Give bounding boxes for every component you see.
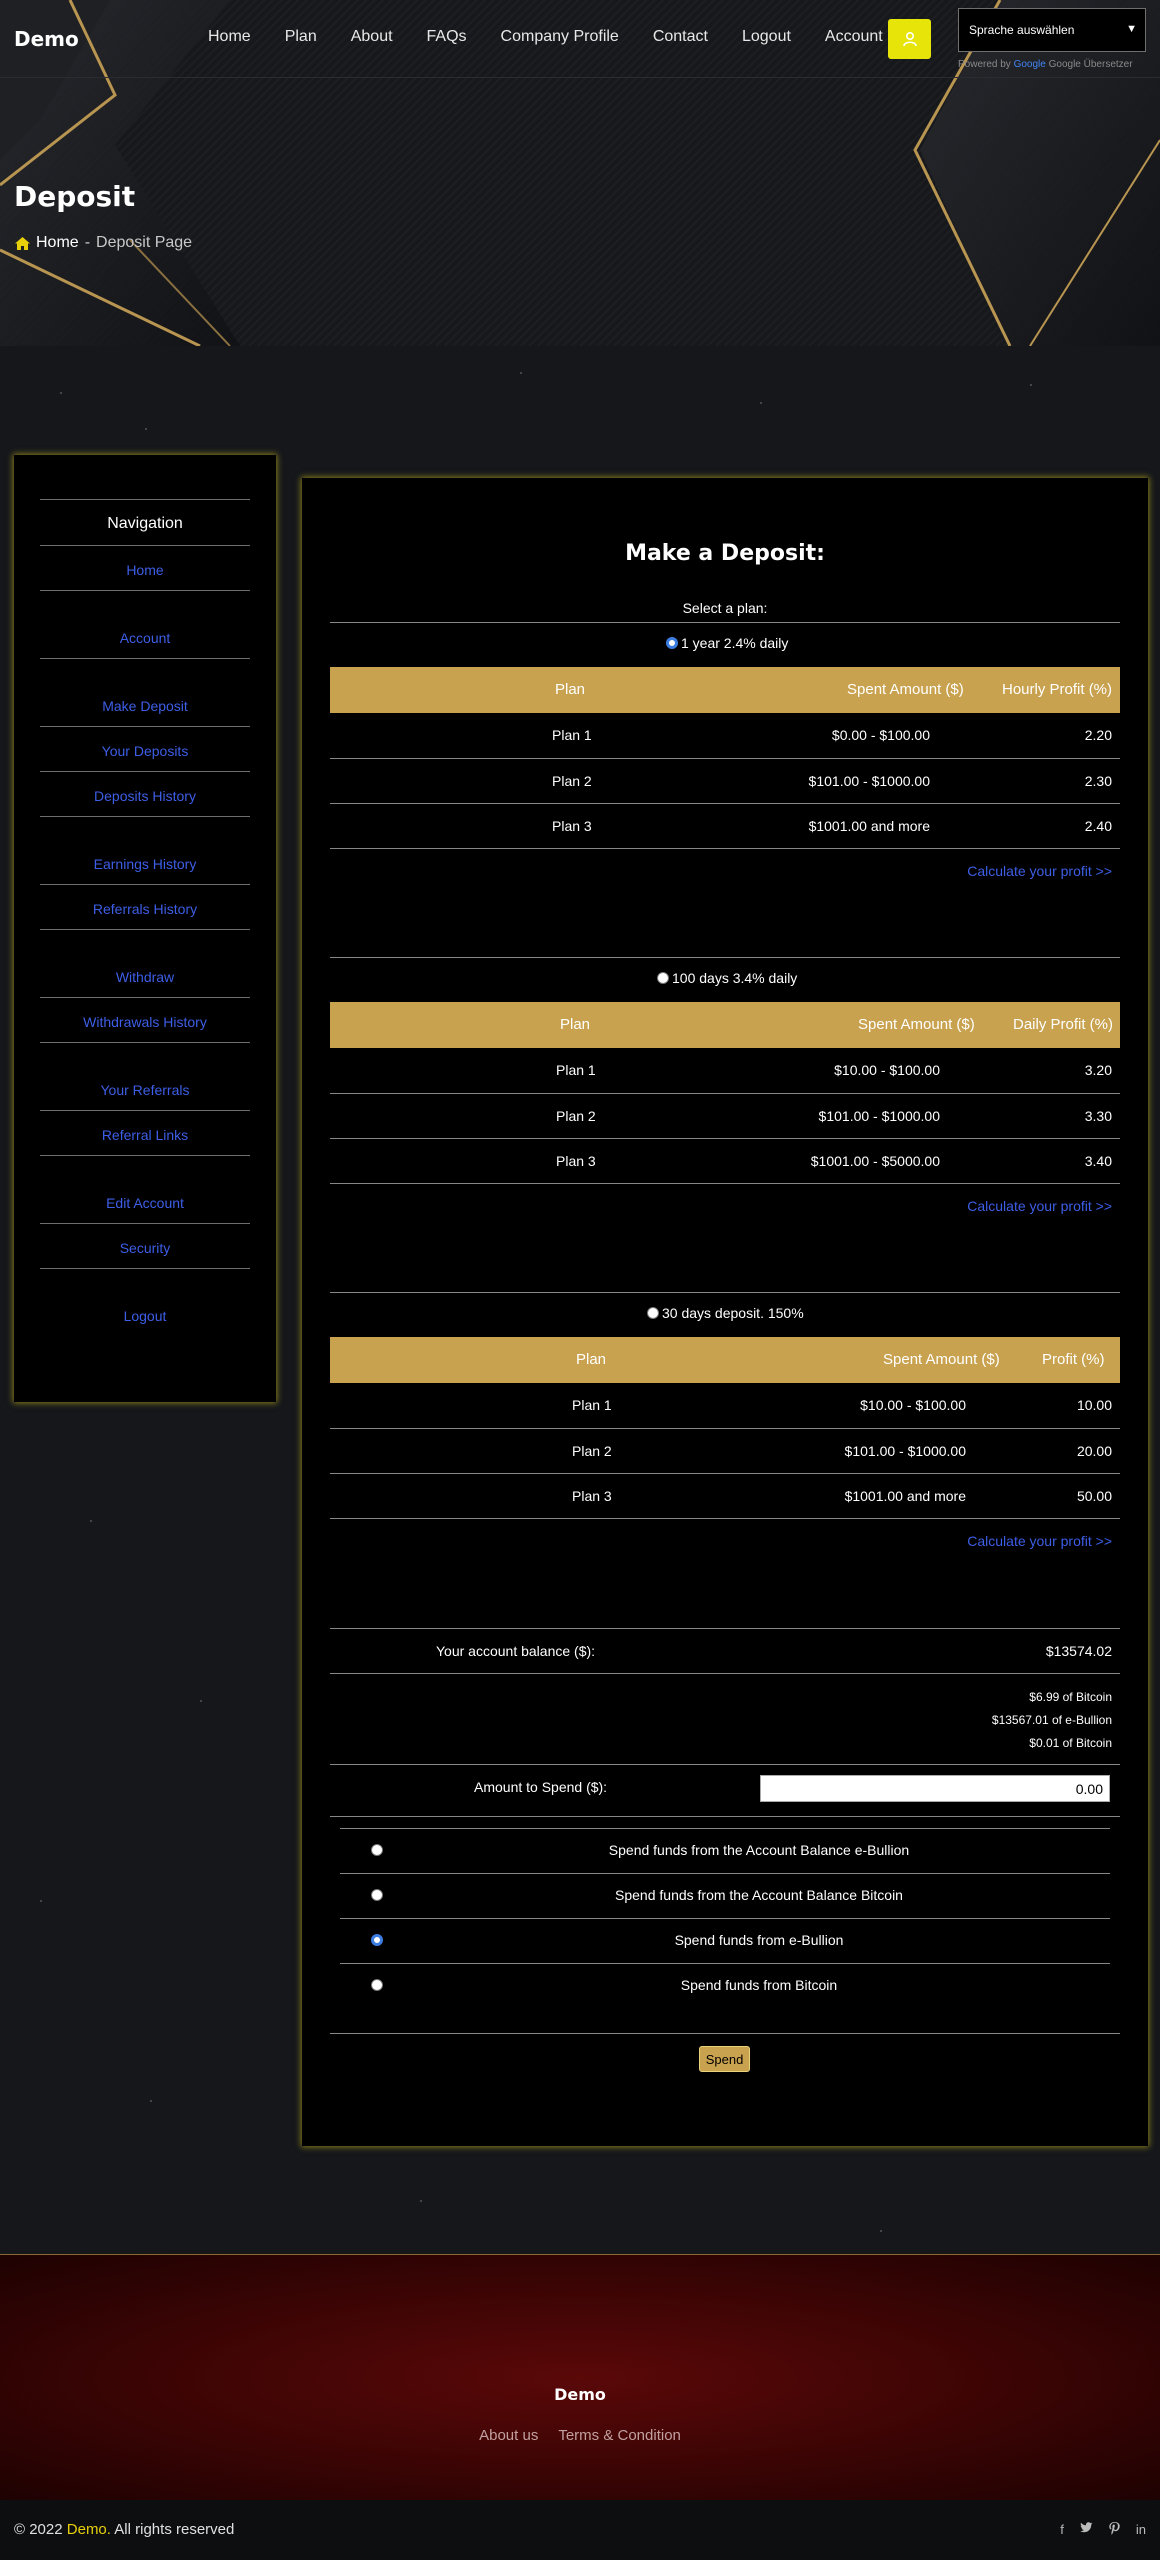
deposit-title: Make a Deposit: (625, 541, 825, 566)
table-row-divider (330, 1093, 1120, 1094)
user-icon (902, 31, 918, 47)
breadcrumb-current: Deposit Page (96, 234, 193, 251)
divider (330, 622, 1120, 623)
column-header-spent-amount: Spent Amount ($) (847, 681, 964, 698)
social-links (1044, 2522, 1146, 2538)
sidebar-divider (40, 816, 250, 817)
divider (330, 1673, 1120, 1674)
sidebar-item-your-deposits[interactable]: Your Deposits (101, 743, 189, 759)
sidebar-divider (40, 997, 250, 998)
spend-option-label: Spend funds from Bitcoin (680, 1977, 838, 1993)
table-cell-plan: Plan 3 (556, 1153, 596, 1169)
twitter-icon-glyph (1080, 2522, 1093, 2534)
table-cell-plan: Plan 1 (572, 1397, 612, 1413)
table-cell-amount: $1001.00 - $5000.00 (810, 1153, 940, 1169)
table-cell-amount: $1001.00 and more (844, 1488, 966, 1504)
column-header-spent-amount: Spent Amount ($) (858, 1016, 975, 1033)
chevron-down-icon: ▼ (1126, 23, 1137, 35)
top-navigation-bar (0, 0, 1160, 78)
plan-radio-100-days[interactable] (657, 972, 669, 984)
background-star (150, 2100, 152, 2102)
divider (340, 1828, 1110, 1829)
sidebar-divider (40, 929, 250, 930)
divider (330, 1292, 1120, 1293)
facebook-icon[interactable]: f (1060, 2522, 1064, 2537)
breadcrumb-separator: - (84, 234, 91, 251)
copyright-text (14, 2521, 234, 2538)
table-cell-profit: 3.40 (1084, 1153, 1112, 1169)
background-star (40, 1900, 42, 1902)
calculate-profit-link[interactable]: Calculate your profit >> (967, 1533, 1112, 1549)
google-translate-attribution (958, 59, 1133, 70)
copyright-year: © 2022 (14, 2521, 63, 2538)
breadcrumb-home[interactable]: Home (36, 234, 79, 251)
background-star (145, 428, 147, 430)
column-header-profit: Daily Profit (%) (1013, 1016, 1114, 1033)
copyright-suffix: All rights reserved (114, 2521, 235, 2538)
spend-option-radio-ebullion[interactable] (371, 1934, 383, 1946)
sidebar-item-earnings-history[interactable]: Earnings History (93, 856, 197, 872)
sidebar-item-security[interactable]: Security (119, 1240, 171, 1256)
table-cell-profit: 3.30 (1084, 1108, 1112, 1124)
nav-plan[interactable]: Plan (284, 28, 317, 45)
language-select[interactable] (958, 8, 1146, 52)
home-icon (14, 236, 31, 251)
sidebar-divider (40, 1268, 250, 1269)
divider (330, 1764, 1120, 1765)
footer-background (0, 2255, 1160, 2500)
sidebar-divider (40, 1223, 250, 1224)
table-cell-profit: 10.00 (1076, 1397, 1112, 1413)
table-cell-profit: 20.00 (1076, 1443, 1112, 1459)
sidebar-item-logout[interactable]: Logout (123, 1308, 167, 1324)
table-cell-plan: Plan 1 (556, 1062, 596, 1078)
sidebar-item-withdraw[interactable]: Withdraw (115, 969, 175, 985)
plan-table-header (330, 1002, 1120, 1048)
sidebar-item-referral-links[interactable]: Referral Links (101, 1127, 189, 1143)
account-sidebar (14, 455, 276, 1402)
sidebar-divider (40, 1110, 250, 1111)
table-row-divider (330, 1428, 1120, 1429)
pinterest-icon[interactable] (1109, 2522, 1120, 2538)
table-cell-profit: 3.20 (1084, 1062, 1112, 1078)
breadcrumb (14, 234, 192, 252)
site-logo[interactable]: Demo (14, 27, 79, 51)
background-star (1030, 384, 1032, 386)
nav-faqs[interactable]: FAQs (426, 28, 467, 45)
twitter-icon[interactable] (1080, 2522, 1093, 2538)
divider (340, 1963, 1110, 1964)
footer-link-about[interactable]: About us (479, 2427, 539, 2444)
sidebar-divider (40, 1155, 250, 1156)
plan-name: 100 days 3.4% daily (672, 970, 798, 986)
spend-option-radio-bitcoin[interactable] (371, 1979, 383, 1991)
plan-radio-30-days[interactable] (647, 1307, 659, 1319)
table-cell-amount: $101.00 - $1000.00 (808, 773, 930, 789)
background-star (760, 402, 762, 404)
nav-account[interactable]: Account (824, 28, 883, 45)
table-cell-amount: $0.00 - $100.00 (831, 727, 930, 743)
sidebar-divider (40, 590, 250, 591)
column-header-plan: Plan (555, 681, 586, 698)
sidebar-divider (40, 771, 250, 772)
column-header-spent-amount: Spent Amount ($) (883, 1351, 1000, 1368)
table-cell-plan: Plan 1 (552, 727, 592, 743)
pinterest-icon-glyph (1109, 2522, 1120, 2535)
table-cell-amount: $1001.00 and more (808, 818, 930, 834)
sidebar-item-home[interactable]: Home (126, 562, 164, 578)
sidebar-title: Navigation (107, 515, 183, 532)
copyright-bar (0, 2500, 1160, 2560)
background-star (60, 392, 62, 394)
background-star (200, 1700, 202, 1702)
calculate-profit-link[interactable]: Calculate your profit >> (967, 863, 1112, 879)
balance-detail: $13567.01 of e-Bullion (991, 1713, 1112, 1727)
sidebar-item-referrals-history[interactable]: Referrals History (92, 901, 198, 917)
table-row-divider (330, 1518, 1120, 1519)
sidebar-divider (40, 884, 250, 885)
page-title: Deposit (14, 180, 136, 213)
divider (340, 1873, 1110, 1874)
deposit-panel (302, 478, 1148, 2146)
google-translate-link[interactable]: Google Übersetzer (1048, 59, 1133, 70)
divider (330, 2033, 1120, 2034)
table-cell-plan: Plan 2 (556, 1108, 596, 1124)
spend-option-radio-balance-bitcoin[interactable] (371, 1889, 383, 1901)
table-cell-plan: Plan 3 (572, 1488, 612, 1504)
balance-value: $13574.02 (1045, 1643, 1112, 1659)
table-cell-profit: 2.40 (1084, 818, 1112, 834)
sidebar-item-your-referrals[interactable]: Your Referrals (100, 1082, 190, 1098)
table-row-divider (330, 1473, 1120, 1474)
footer-links (0, 2427, 1160, 2444)
table-row-divider (330, 803, 1120, 804)
table-cell-profit: 50.00 (1076, 1488, 1112, 1504)
nav-contact[interactable]: Contact (652, 28, 708, 45)
background-star (420, 2200, 422, 2202)
spend-option-radio-balance-ebullion[interactable] (371, 1844, 383, 1856)
table-cell-plan: Plan 2 (572, 1443, 612, 1459)
footer (0, 2254, 1160, 2500)
powered-by-text: Powered by (958, 59, 1011, 70)
plan-table-header (330, 667, 1120, 713)
nav-about[interactable]: About (350, 28, 393, 45)
spend-option-label: Spend funds from the Account Balance e-Bullion (608, 1842, 910, 1858)
hero-banner (0, 0, 1160, 346)
amount-label: Amount to Spend ($): (474, 1779, 608, 1795)
select-plan-label: Select a plan: (682, 600, 768, 616)
balance-detail: $6.99 of Bitcoin (1029, 1690, 1112, 1704)
divider (330, 1628, 1120, 1629)
sidebar-divider (40, 1042, 250, 1043)
sidebar-item-account[interactable]: Account (119, 630, 171, 646)
nav-company-profile[interactable]: Company Profile (500, 28, 619, 45)
spend-button[interactable]: Spend (699, 2046, 750, 2072)
table-row-divider (330, 1138, 1120, 1139)
spend-option-label: Spend funds from e-Bullion (674, 1932, 844, 1948)
calculate-profit-link[interactable]: Calculate your profit >> (967, 1198, 1112, 1214)
language-select-value: Sprache auswählen (969, 23, 1075, 37)
main-nav (208, 28, 917, 46)
plan-radio-1-year[interactable] (666, 637, 678, 649)
sidebar-divider (40, 726, 250, 727)
table-cell-plan: Plan 2 (552, 773, 592, 789)
balance-label: Your account balance ($): (436, 1643, 596, 1659)
divider (330, 957, 1120, 958)
table-cell-amount: $10.00 - $100.00 (860, 1397, 966, 1413)
sidebar-divider (40, 658, 250, 659)
column-header-profit: Profit (%) (1042, 1351, 1105, 1368)
footer-logo[interactable]: Demo (554, 2385, 606, 2404)
plan-table-header (330, 1337, 1120, 1383)
background-star (880, 2230, 882, 2232)
divider (330, 1816, 1120, 1817)
column-header-plan: Plan (560, 1016, 591, 1033)
background-star (520, 372, 522, 374)
sidebar-item-deposits-history[interactable]: Deposits History (94, 788, 196, 804)
sidebar-divider (40, 499, 250, 500)
sidebar-divider (40, 545, 250, 546)
table-cell-amount: $101.00 - $1000.00 (844, 1443, 966, 1459)
footer-link-terms[interactable]: Terms & Condition (558, 2427, 681, 2444)
table-row-divider (330, 848, 1120, 849)
table-row-divider (330, 758, 1120, 759)
user-button[interactable] (888, 19, 931, 59)
linkedin-icon[interactable]: in (1135, 2522, 1146, 2537)
sidebar-item-make-deposit[interactable]: Make Deposit (102, 698, 188, 714)
table-cell-amount: $101.00 - $1000.00 (818, 1108, 940, 1124)
table-row-divider (330, 1183, 1120, 1184)
background-star (90, 1520, 92, 1522)
spend-option-label: Spend funds from the Account Balance Bitcoin (615, 1887, 903, 1903)
divider (340, 1918, 1110, 1919)
amount-input[interactable]: 0.00 (760, 1775, 1110, 1802)
sidebar-item-edit-account[interactable]: Edit Account (106, 1195, 184, 1211)
table-cell-plan: Plan 3 (552, 818, 592, 834)
sidebar-item-withdrawals-history[interactable]: Withdrawals History (83, 1014, 207, 1030)
table-cell-amount: $10.00 - $100.00 (834, 1062, 940, 1078)
nav-home[interactable]: Home (208, 28, 251, 45)
plan-name: 1 year 2.4% daily (681, 635, 789, 651)
plan-name: 30 days deposit. 150% (662, 1305, 804, 1321)
column-header-plan: Plan (576, 1351, 607, 1368)
table-cell-profit: 2.30 (1084, 773, 1112, 789)
balance-detail: $0.01 of Bitcoin (1029, 1736, 1112, 1750)
google-logo: Google (1013, 59, 1046, 70)
nav-logout[interactable]: Logout (741, 28, 791, 45)
column-header-profit: Hourly Profit (%) (1002, 681, 1113, 698)
table-cell-profit: 2.20 (1084, 727, 1112, 743)
copyright-brand-link[interactable]: Demo. (66, 2521, 111, 2538)
